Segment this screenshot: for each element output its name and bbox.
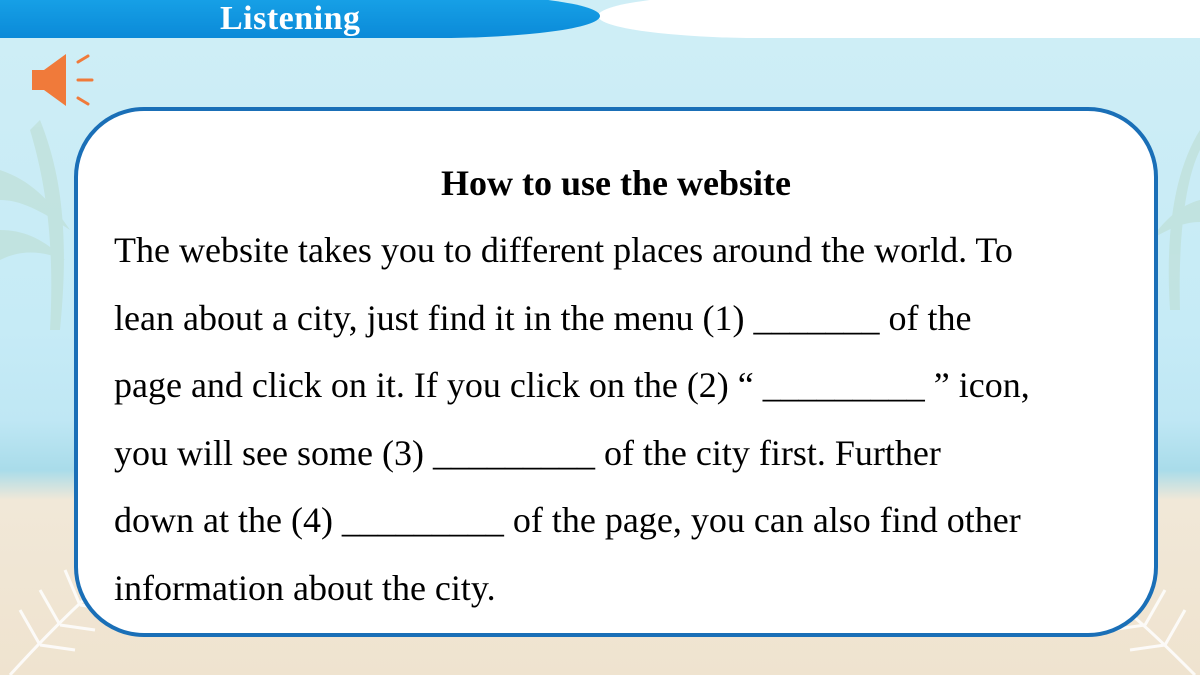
passage-line: page and click on it. If you click on the (2) “ _________ ” icon,	[114, 365, 1030, 405]
card-title: How to use the website	[441, 163, 791, 203]
header-title: Listening	[220, 0, 361, 37]
passage-line: you will see some (3) _________ of the city first. Further	[114, 432, 941, 473]
passage-line: down at the (4) _________ of the page, you can also find other	[114, 500, 1021, 540]
speaker-icon[interactable]	[30, 50, 100, 110]
content-card	[74, 107, 1158, 637]
passage-line: The website takes you to different places around the world. To	[114, 230, 1013, 270]
passage-line: lean about a city, just find it in the menu (1) _______ of the	[114, 297, 972, 338]
passage-line: information about the city.	[114, 567, 496, 608]
header-right-banner	[598, 0, 1200, 38]
passage-text	[114, 217, 1134, 622]
